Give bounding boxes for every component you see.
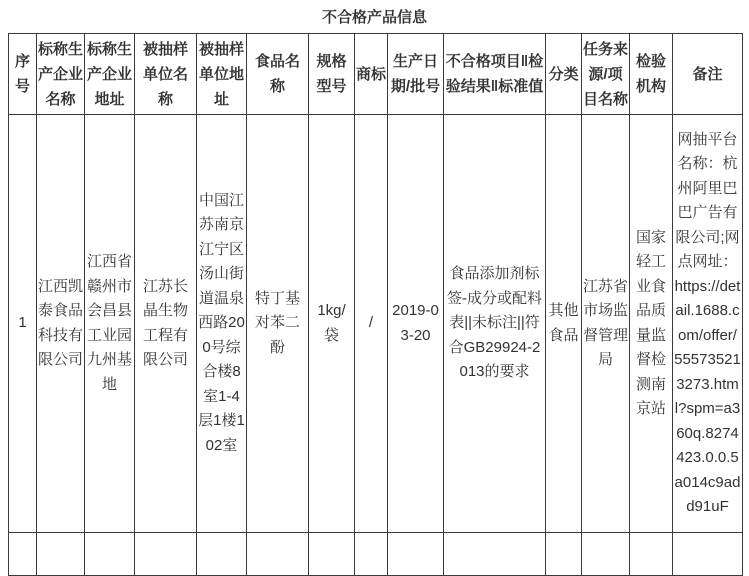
cell-empty — [309, 533, 355, 576]
cell-sampled-unit-address: 中国江苏南京江宁区汤山街道温泉西路200号综合楼8室1-4层1楼102室 — [197, 115, 247, 533]
header-manufacturer-name: 标称生产企业名称 — [37, 34, 85, 115]
header-spec-model: 规格型号 — [309, 34, 355, 115]
cell-spec-model: 1kg/袋 — [309, 115, 355, 533]
table-header-row — [9, 34, 743, 115]
cell-empty — [444, 533, 546, 576]
cell-empty — [630, 533, 673, 576]
header-failed-item-result-standard: 不合格项目‖检验结果‖标准值 — [444, 34, 546, 115]
table-row — [9, 115, 743, 533]
cell-empty — [673, 533, 743, 576]
cell-manufacturer-name: 江西凯泰食品科技有限公司 — [37, 115, 85, 533]
header-trademark: 商标 — [355, 34, 388, 115]
cell-category: 其他食品 — [546, 115, 582, 533]
header-manufacturer-address: 标称生产企业地址 — [85, 34, 135, 115]
header-remarks: 备注 — [673, 34, 743, 115]
nonconforming-products-table — [8, 33, 743, 576]
cell-empty — [582, 533, 630, 576]
page-title: 不合格产品信息 — [321, 9, 427, 26]
cell-empty — [388, 533, 444, 576]
cell-sampled-unit-name: 江苏长晶生物工程有限公司 — [135, 115, 197, 533]
header-inspection-agency: 检验机构 — [630, 34, 673, 115]
cell-manufacturer-address: 江西省赣州市会昌县工业园九州基地 — [85, 115, 135, 533]
header-category: 分类 — [546, 34, 582, 115]
cell-remarks: 网抽平台名称：杭州阿里巴巴广告有限公司;网点网址：https://detail.1688.com/offer/555735213273.html?spm=a360q.8274423.0.0.5a014c9add91uF — [673, 115, 743, 533]
header-seq: 序号 — [9, 34, 37, 115]
cell-food-name: 特丁基对苯二酚 — [247, 115, 309, 533]
header-task-source-project: 任务来源/项目名称 — [582, 34, 630, 115]
cell-task-source-project: 江苏省市场监督管理局 — [582, 115, 630, 533]
header-production-date-batch: 生产日期/批号 — [388, 34, 444, 115]
cell-seq: 1 — [9, 115, 37, 533]
cell-empty — [247, 533, 309, 576]
cell-failed-item-result-standard: 食品添加剂标签-成分或配料表||未标注||符合GB29924-2013的要求 — [444, 115, 546, 533]
cell-empty — [85, 533, 135, 576]
cell-inspection-agency: 国家轻工业食品质量监督检测南京站 — [630, 115, 673, 533]
header-sampled-unit-address: 被抽样单位地址 — [197, 34, 247, 115]
cell-empty — [546, 533, 582, 576]
cell-empty — [197, 533, 247, 576]
cell-empty — [135, 533, 197, 576]
cell-empty — [355, 533, 388, 576]
table-row-partial — [9, 533, 743, 576]
cell-production-date-batch: 2019-03-20 — [388, 115, 444, 533]
cell-empty — [37, 533, 85, 576]
header-sampled-unit-name: 被抽样单位名称 — [135, 34, 197, 115]
cell-empty — [9, 533, 37, 576]
cell-trademark: / — [355, 115, 388, 533]
header-food-name: 食品名称 — [247, 34, 309, 115]
